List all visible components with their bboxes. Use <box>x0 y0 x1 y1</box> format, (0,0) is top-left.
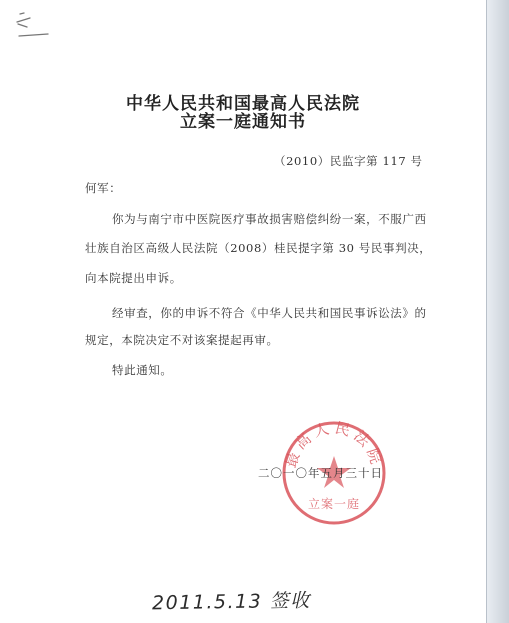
body-line-5: 规定，本院决定不对该案提起再审。 <box>85 333 279 347</box>
body-line-3: 向本院提出申诉。 <box>85 271 182 285</box>
issue-date: 二〇一〇年五月三十日 <box>258 466 383 480</box>
svg-text:立案一庭: 立案一庭 <box>307 497 361 511</box>
handwritten-receipt-note: 2011.5.13 签收 <box>151 589 311 615</box>
svg-text:最高人民法院: 最高人民法院 <box>281 418 387 470</box>
pen-scribble-mark <box>14 10 52 44</box>
salutation: 何军： <box>85 181 122 195</box>
viewer-side-bar <box>486 0 509 623</box>
body-line-4: 经审查，你的申诉不符合《中华人民共和国民事诉讼法》的 <box>112 306 427 320</box>
case-number: （2010）民监字第 117 号 <box>274 154 423 168</box>
body-line-1: 你为与南宁市中医院医疗事故损害赔偿纠纷一案，不服广西 <box>112 212 427 226</box>
body-line-6: 特此通知。 <box>112 363 173 377</box>
body-line-2: 壮族自治区高级人民法院（2008）桂民提字第 30 号民事判决， <box>85 241 432 255</box>
court-name-heading: 中华人民共和国最高人民法院 <box>126 94 360 114</box>
notice-title-heading: 立案一庭通知书 <box>180 112 306 132</box>
